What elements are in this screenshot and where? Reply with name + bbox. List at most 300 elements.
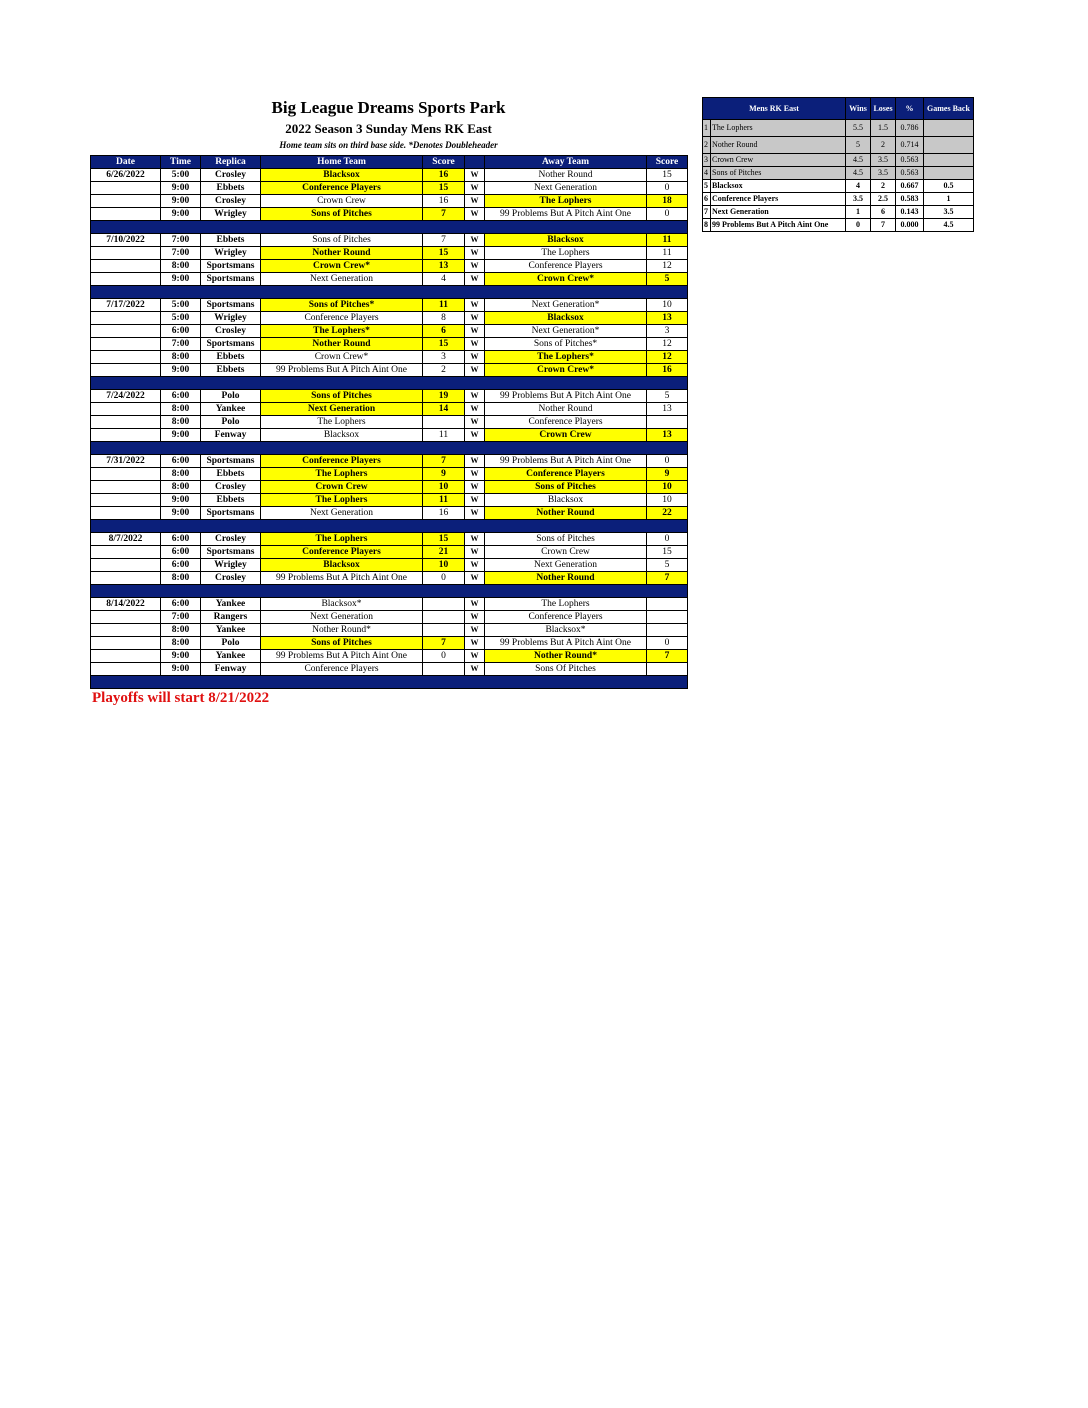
standings-rank: 1	[703, 120, 711, 137]
game-replica-field: Sportsmans	[201, 546, 261, 559]
standings-pct: 0.714	[896, 137, 924, 154]
game-time: 7:00	[161, 247, 201, 260]
home-team: The Lophers	[261, 533, 423, 546]
home-team: Conference Players	[261, 455, 423, 468]
home-score: 0	[423, 650, 465, 663]
vs-marker: W	[465, 429, 485, 442]
away-score: 18	[647, 195, 688, 208]
week-separator-bar	[91, 520, 688, 533]
col-header-home-team: Home Team	[261, 156, 423, 169]
home-team: The Lophers*	[261, 325, 423, 338]
away-team: Blacksox	[485, 494, 647, 507]
game-date: 7/17/2022	[91, 299, 161, 312]
standings-header-row	[703, 98, 974, 120]
game-replica-field: Ebbets	[201, 494, 261, 507]
away-team: Conference Players	[485, 468, 647, 481]
game-time: 6:00	[161, 455, 201, 468]
page-title: Big League Dreams Sports Park	[271, 98, 506, 117]
game-row	[91, 234, 688, 247]
game-date	[91, 247, 161, 260]
vs-marker: W	[465, 364, 485, 377]
away-team: The Lophers	[485, 195, 647, 208]
week-separator-bar	[91, 221, 688, 234]
home-team: Sons of Pitches	[261, 637, 423, 650]
game-time: 8:00	[161, 351, 201, 364]
vs-marker: W	[465, 208, 485, 221]
away-score: 10	[647, 299, 688, 312]
away-score: 0	[647, 637, 688, 650]
away-score: 12	[647, 351, 688, 364]
away-score: 0	[647, 208, 688, 221]
game-row	[91, 481, 688, 494]
game-date	[91, 260, 161, 273]
away-team: Crown Crew	[485, 546, 647, 559]
standings-rank: 6	[703, 193, 711, 206]
away-team: 99 Problems But A Pitch Aint One	[485, 208, 647, 221]
home-team: Blacksox	[261, 559, 423, 572]
week-separator-bar	[91, 676, 688, 689]
home-team: Next Generation	[261, 273, 423, 286]
game-replica-field: Polo	[201, 637, 261, 650]
home-team: Nother Round*	[261, 624, 423, 637]
home-team: Nother Round	[261, 247, 423, 260]
standings-rank: 2	[703, 137, 711, 154]
standings-pct: 0.563	[896, 167, 924, 180]
game-replica-field: Polo	[201, 416, 261, 429]
game-replica-field: Rangers	[201, 611, 261, 624]
vs-marker: W	[465, 351, 485, 364]
game-date	[91, 468, 161, 481]
game-replica-field: Ebbets	[201, 182, 261, 195]
away-team: Next Generation*	[485, 299, 647, 312]
home-score: 16	[423, 507, 465, 520]
game-row	[91, 494, 688, 507]
game-date	[91, 182, 161, 195]
home-score: 11	[423, 429, 465, 442]
game-row	[91, 455, 688, 468]
standings-games-back: 0.5	[924, 180, 974, 193]
away-score: 0	[647, 455, 688, 468]
game-date	[91, 494, 161, 507]
col-header-away-team: Away Team	[485, 156, 647, 169]
away-score: 11	[647, 234, 688, 247]
standings-games-back	[924, 167, 974, 180]
game-row	[91, 650, 688, 663]
game-time: 6:00	[161, 325, 201, 338]
standings-row	[703, 206, 974, 219]
game-row	[91, 390, 688, 403]
game-time: 9:00	[161, 273, 201, 286]
game-time: 8:00	[161, 403, 201, 416]
game-replica-field: Sportsmans	[201, 260, 261, 273]
col-header-away-score: Score	[647, 156, 688, 169]
away-score: 0	[647, 533, 688, 546]
game-date	[91, 650, 161, 663]
away-score	[647, 611, 688, 624]
col-header-replica: Replica	[201, 156, 261, 169]
home-team: Nother Round	[261, 338, 423, 351]
game-row	[91, 208, 688, 221]
away-team: Nother Round	[485, 572, 647, 585]
vs-marker: W	[465, 637, 485, 650]
game-date	[91, 416, 161, 429]
away-team: Blacksox*	[485, 624, 647, 637]
game-time: 5:00	[161, 169, 201, 182]
game-time: 9:00	[161, 494, 201, 507]
away-team: Crown Crew*	[485, 364, 647, 377]
standings-wins: 1	[846, 206, 871, 219]
game-date	[91, 338, 161, 351]
standings-loses: 7	[871, 219, 896, 232]
game-replica-field: Fenway	[201, 663, 261, 676]
standings-rank: 5	[703, 180, 711, 193]
game-row	[91, 338, 688, 351]
home-team: Blacksox*	[261, 598, 423, 611]
game-time: 7:00	[161, 338, 201, 351]
home-score	[423, 624, 465, 637]
away-score: 12	[647, 338, 688, 351]
away-team: Nother Round	[485, 169, 647, 182]
game-replica-field: Crosley	[201, 572, 261, 585]
standings-rank: 8	[703, 219, 711, 232]
vs-marker: W	[465, 546, 485, 559]
vs-marker: W	[465, 338, 485, 351]
game-time: 9:00	[161, 507, 201, 520]
standings-header-games-back: Games Back	[924, 98, 974, 120]
game-row	[91, 546, 688, 559]
vs-marker: W	[465, 494, 485, 507]
vs-marker: W	[465, 572, 485, 585]
game-date	[91, 312, 161, 325]
schedule-body	[91, 169, 688, 689]
away-team: 99 Problems But A Pitch Aint One	[485, 637, 647, 650]
game-row	[91, 299, 688, 312]
away-team: Nother Round	[485, 507, 647, 520]
game-date	[91, 429, 161, 442]
game-row	[91, 260, 688, 273]
home-score: 9	[423, 468, 465, 481]
game-date: 7/10/2022	[91, 234, 161, 247]
game-row	[91, 273, 688, 286]
game-time: 9:00	[161, 650, 201, 663]
vs-marker: W	[465, 663, 485, 676]
game-row	[91, 663, 688, 676]
game-time: 7:00	[161, 611, 201, 624]
week-separator	[91, 286, 688, 299]
away-score: 7	[647, 572, 688, 585]
schedule-header-row	[91, 156, 688, 169]
away-score: 10	[647, 494, 688, 507]
vs-marker: W	[465, 195, 485, 208]
home-score	[423, 611, 465, 624]
vs-marker: W	[465, 234, 485, 247]
game-replica-field: Wrigley	[201, 247, 261, 260]
game-time: 8:00	[161, 260, 201, 273]
game-time: 5:00	[161, 312, 201, 325]
home-team: Crown Crew*	[261, 351, 423, 364]
game-row	[91, 624, 688, 637]
game-replica-field: Sportsmans	[201, 273, 261, 286]
game-time: 6:00	[161, 533, 201, 546]
home-score: 15	[423, 338, 465, 351]
away-score	[647, 624, 688, 637]
away-team: The Lophers*	[485, 351, 647, 364]
vs-marker: W	[465, 273, 485, 286]
game-time: 8:00	[161, 468, 201, 481]
game-replica-field: Crosley	[201, 169, 261, 182]
standings-wins: 3.5	[846, 193, 871, 206]
away-team: 99 Problems But A Pitch Aint One	[485, 455, 647, 468]
standings-loses: 2	[871, 180, 896, 193]
standings-team: Crown Crew	[711, 154, 846, 167]
standings-team: Nother Round	[711, 137, 846, 154]
vs-marker: W	[465, 559, 485, 572]
standings-header-loses: Loses	[871, 98, 896, 120]
home-team: 99 Problems But A Pitch Aint One	[261, 572, 423, 585]
game-replica-field: Crosley	[201, 325, 261, 338]
doubleheader-note: Home team sits on third base side. *Denotes Doubleheader	[279, 140, 498, 150]
game-replica-field: Sportsmans	[201, 299, 261, 312]
game-date	[91, 546, 161, 559]
home-team: Crown Crew	[261, 481, 423, 494]
standings-header-wins: Wins	[846, 98, 871, 120]
standings-row	[703, 167, 974, 180]
game-replica-field: Sportsmans	[201, 455, 261, 468]
home-score: 7	[423, 234, 465, 247]
game-replica-field: Ebbets	[201, 351, 261, 364]
home-score: 19	[423, 390, 465, 403]
game-replica-field: Wrigley	[201, 312, 261, 325]
vs-marker: W	[465, 247, 485, 260]
away-score: 5	[647, 559, 688, 572]
week-separator	[91, 221, 688, 234]
vs-marker: W	[465, 325, 485, 338]
home-team: Crown Crew	[261, 195, 423, 208]
standings-row	[703, 154, 974, 167]
away-score: 9	[647, 468, 688, 481]
standings-rank: 7	[703, 206, 711, 219]
col-header-date: Date	[91, 156, 161, 169]
game-replica-field: Sportsmans	[201, 507, 261, 520]
standings-pct: 0.000	[896, 219, 924, 232]
vs-marker: W	[465, 611, 485, 624]
standings-loses: 3.5	[871, 154, 896, 167]
away-team: Conference Players	[485, 416, 647, 429]
away-score: 13	[647, 403, 688, 416]
game-date: 8/14/2022	[91, 598, 161, 611]
away-team: Conference Players	[485, 611, 647, 624]
standings-loses: 1.5	[871, 120, 896, 137]
home-team: Sons of Pitches	[261, 234, 423, 247]
home-score	[423, 598, 465, 611]
home-team: Next Generation	[261, 611, 423, 624]
standings-team: Sons of Pitches	[711, 167, 846, 180]
away-team: Sons of Pitches	[485, 533, 647, 546]
game-row	[91, 364, 688, 377]
game-date	[91, 364, 161, 377]
game-time: 8:00	[161, 416, 201, 429]
game-row	[91, 416, 688, 429]
game-time: 5:00	[161, 299, 201, 312]
home-score: 4	[423, 273, 465, 286]
game-replica-field: Yankee	[201, 598, 261, 611]
game-time: 6:00	[161, 390, 201, 403]
game-date	[91, 208, 161, 221]
away-score	[647, 416, 688, 429]
game-date	[91, 611, 161, 624]
vs-marker: W	[465, 169, 485, 182]
vs-marker: W	[465, 468, 485, 481]
game-time: 9:00	[161, 663, 201, 676]
vs-marker: W	[465, 533, 485, 546]
game-date	[91, 663, 161, 676]
standings-wins: 4	[846, 180, 871, 193]
home-score: 11	[423, 494, 465, 507]
standings-team: Conference Players	[711, 193, 846, 206]
home-team: Next Generation	[261, 403, 423, 416]
standings-games-back: 3.5	[924, 206, 974, 219]
game-replica-field: Polo	[201, 390, 261, 403]
game-replica-field: Wrigley	[201, 208, 261, 221]
away-team: Blacksox	[485, 234, 647, 247]
home-score: 7	[423, 208, 465, 221]
standings-team: Next Generation	[711, 206, 846, 219]
game-row	[91, 325, 688, 338]
col-header-time: Time	[161, 156, 201, 169]
week-separator-bar	[91, 442, 688, 455]
standings-wins: 5	[846, 137, 871, 154]
vs-marker: W	[465, 403, 485, 416]
away-team: Blacksox	[485, 312, 647, 325]
game-row	[91, 312, 688, 325]
standings-row	[703, 219, 974, 232]
playoffs-note: Playoffs will start 8/21/2022	[92, 690, 270, 706]
away-team: Conference Players	[485, 260, 647, 273]
away-team: Crown Crew	[485, 429, 647, 442]
game-replica-field: Ebbets	[201, 234, 261, 247]
home-score: 10	[423, 559, 465, 572]
home-score: 14	[423, 403, 465, 416]
vs-marker: W	[465, 299, 485, 312]
away-team: Nother Round	[485, 403, 647, 416]
game-date	[91, 195, 161, 208]
vs-marker: W	[465, 624, 485, 637]
standings-games-back: 1	[924, 193, 974, 206]
schedule-header	[90, 96, 687, 152]
home-team: The Lophers	[261, 494, 423, 507]
game-time: 8:00	[161, 637, 201, 650]
game-date	[91, 351, 161, 364]
away-team: Sons of Pitches	[485, 481, 647, 494]
week-separator-bar	[91, 377, 688, 390]
away-score: 22	[647, 507, 688, 520]
game-row	[91, 169, 688, 182]
schedule-table	[90, 155, 688, 689]
game-date: 7/24/2022	[91, 390, 161, 403]
game-row	[91, 559, 688, 572]
home-team: Sons of Pitches*	[261, 299, 423, 312]
standings-pct: 0.583	[896, 193, 924, 206]
home-score: 15	[423, 247, 465, 260]
standings-row	[703, 137, 974, 154]
home-score: 16	[423, 169, 465, 182]
home-team: Conference Players	[261, 663, 423, 676]
game-row	[91, 247, 688, 260]
game-date	[91, 507, 161, 520]
standings-header-pct: %	[896, 98, 924, 120]
away-score: 15	[647, 169, 688, 182]
standings-rank: 4	[703, 167, 711, 180]
home-team: The Lophers	[261, 416, 423, 429]
game-replica-field: Crosley	[201, 533, 261, 546]
game-replica-field: Crosley	[201, 195, 261, 208]
game-time: 9:00	[161, 429, 201, 442]
vs-marker: W	[465, 312, 485, 325]
game-time: 6:00	[161, 598, 201, 611]
game-time: 9:00	[161, 208, 201, 221]
game-row	[91, 507, 688, 520]
away-team: Crown Crew*	[485, 273, 647, 286]
standings-team: Blacksox	[711, 180, 846, 193]
standings-loses: 3.5	[871, 167, 896, 180]
standings-games-back	[924, 137, 974, 154]
away-team: The Lophers	[485, 247, 647, 260]
away-team: Next Generation	[485, 559, 647, 572]
game-row	[91, 351, 688, 364]
game-row	[91, 403, 688, 416]
game-date	[91, 572, 161, 585]
standings-wins: 4.5	[846, 167, 871, 180]
vs-marker: W	[465, 416, 485, 429]
home-score: 8	[423, 312, 465, 325]
game-row	[91, 611, 688, 624]
standings-pct: 0.667	[896, 180, 924, 193]
home-score: 15	[423, 182, 465, 195]
away-team: 99 Problems But A Pitch Aint One	[485, 390, 647, 403]
away-team: Next Generation*	[485, 325, 647, 338]
game-row	[91, 533, 688, 546]
away-score: 16	[647, 364, 688, 377]
game-date	[91, 273, 161, 286]
col-header-vs	[465, 156, 485, 169]
away-score: 11	[647, 247, 688, 260]
week-separator-bar	[91, 585, 688, 598]
standings-body	[703, 120, 974, 232]
vs-marker: W	[465, 507, 485, 520]
home-score: 7	[423, 455, 465, 468]
standings-team: The Lophers	[711, 120, 846, 137]
standings-loses: 2.5	[871, 193, 896, 206]
page-subtitle: 2022 Season 3 Sunday Mens RK East	[285, 121, 492, 136]
home-team: Blacksox	[261, 429, 423, 442]
home-team: 99 Problems But A Pitch Aint One	[261, 650, 423, 663]
game-replica-field: Yankee	[201, 403, 261, 416]
home-team: The Lophers	[261, 468, 423, 481]
away-team: Sons of Pitches*	[485, 338, 647, 351]
game-replica-field: Fenway	[201, 429, 261, 442]
game-row	[91, 468, 688, 481]
away-team: Nother Round*	[485, 650, 647, 663]
week-separator	[91, 676, 688, 689]
standings-pct: 0.786	[896, 120, 924, 137]
game-date: 8/7/2022	[91, 533, 161, 546]
standings-header-division: Mens RK East	[703, 98, 846, 120]
game-time: 8:00	[161, 572, 201, 585]
game-row	[91, 572, 688, 585]
game-time: 6:00	[161, 546, 201, 559]
home-score: 16	[423, 195, 465, 208]
game-replica-field: Yankee	[201, 624, 261, 637]
